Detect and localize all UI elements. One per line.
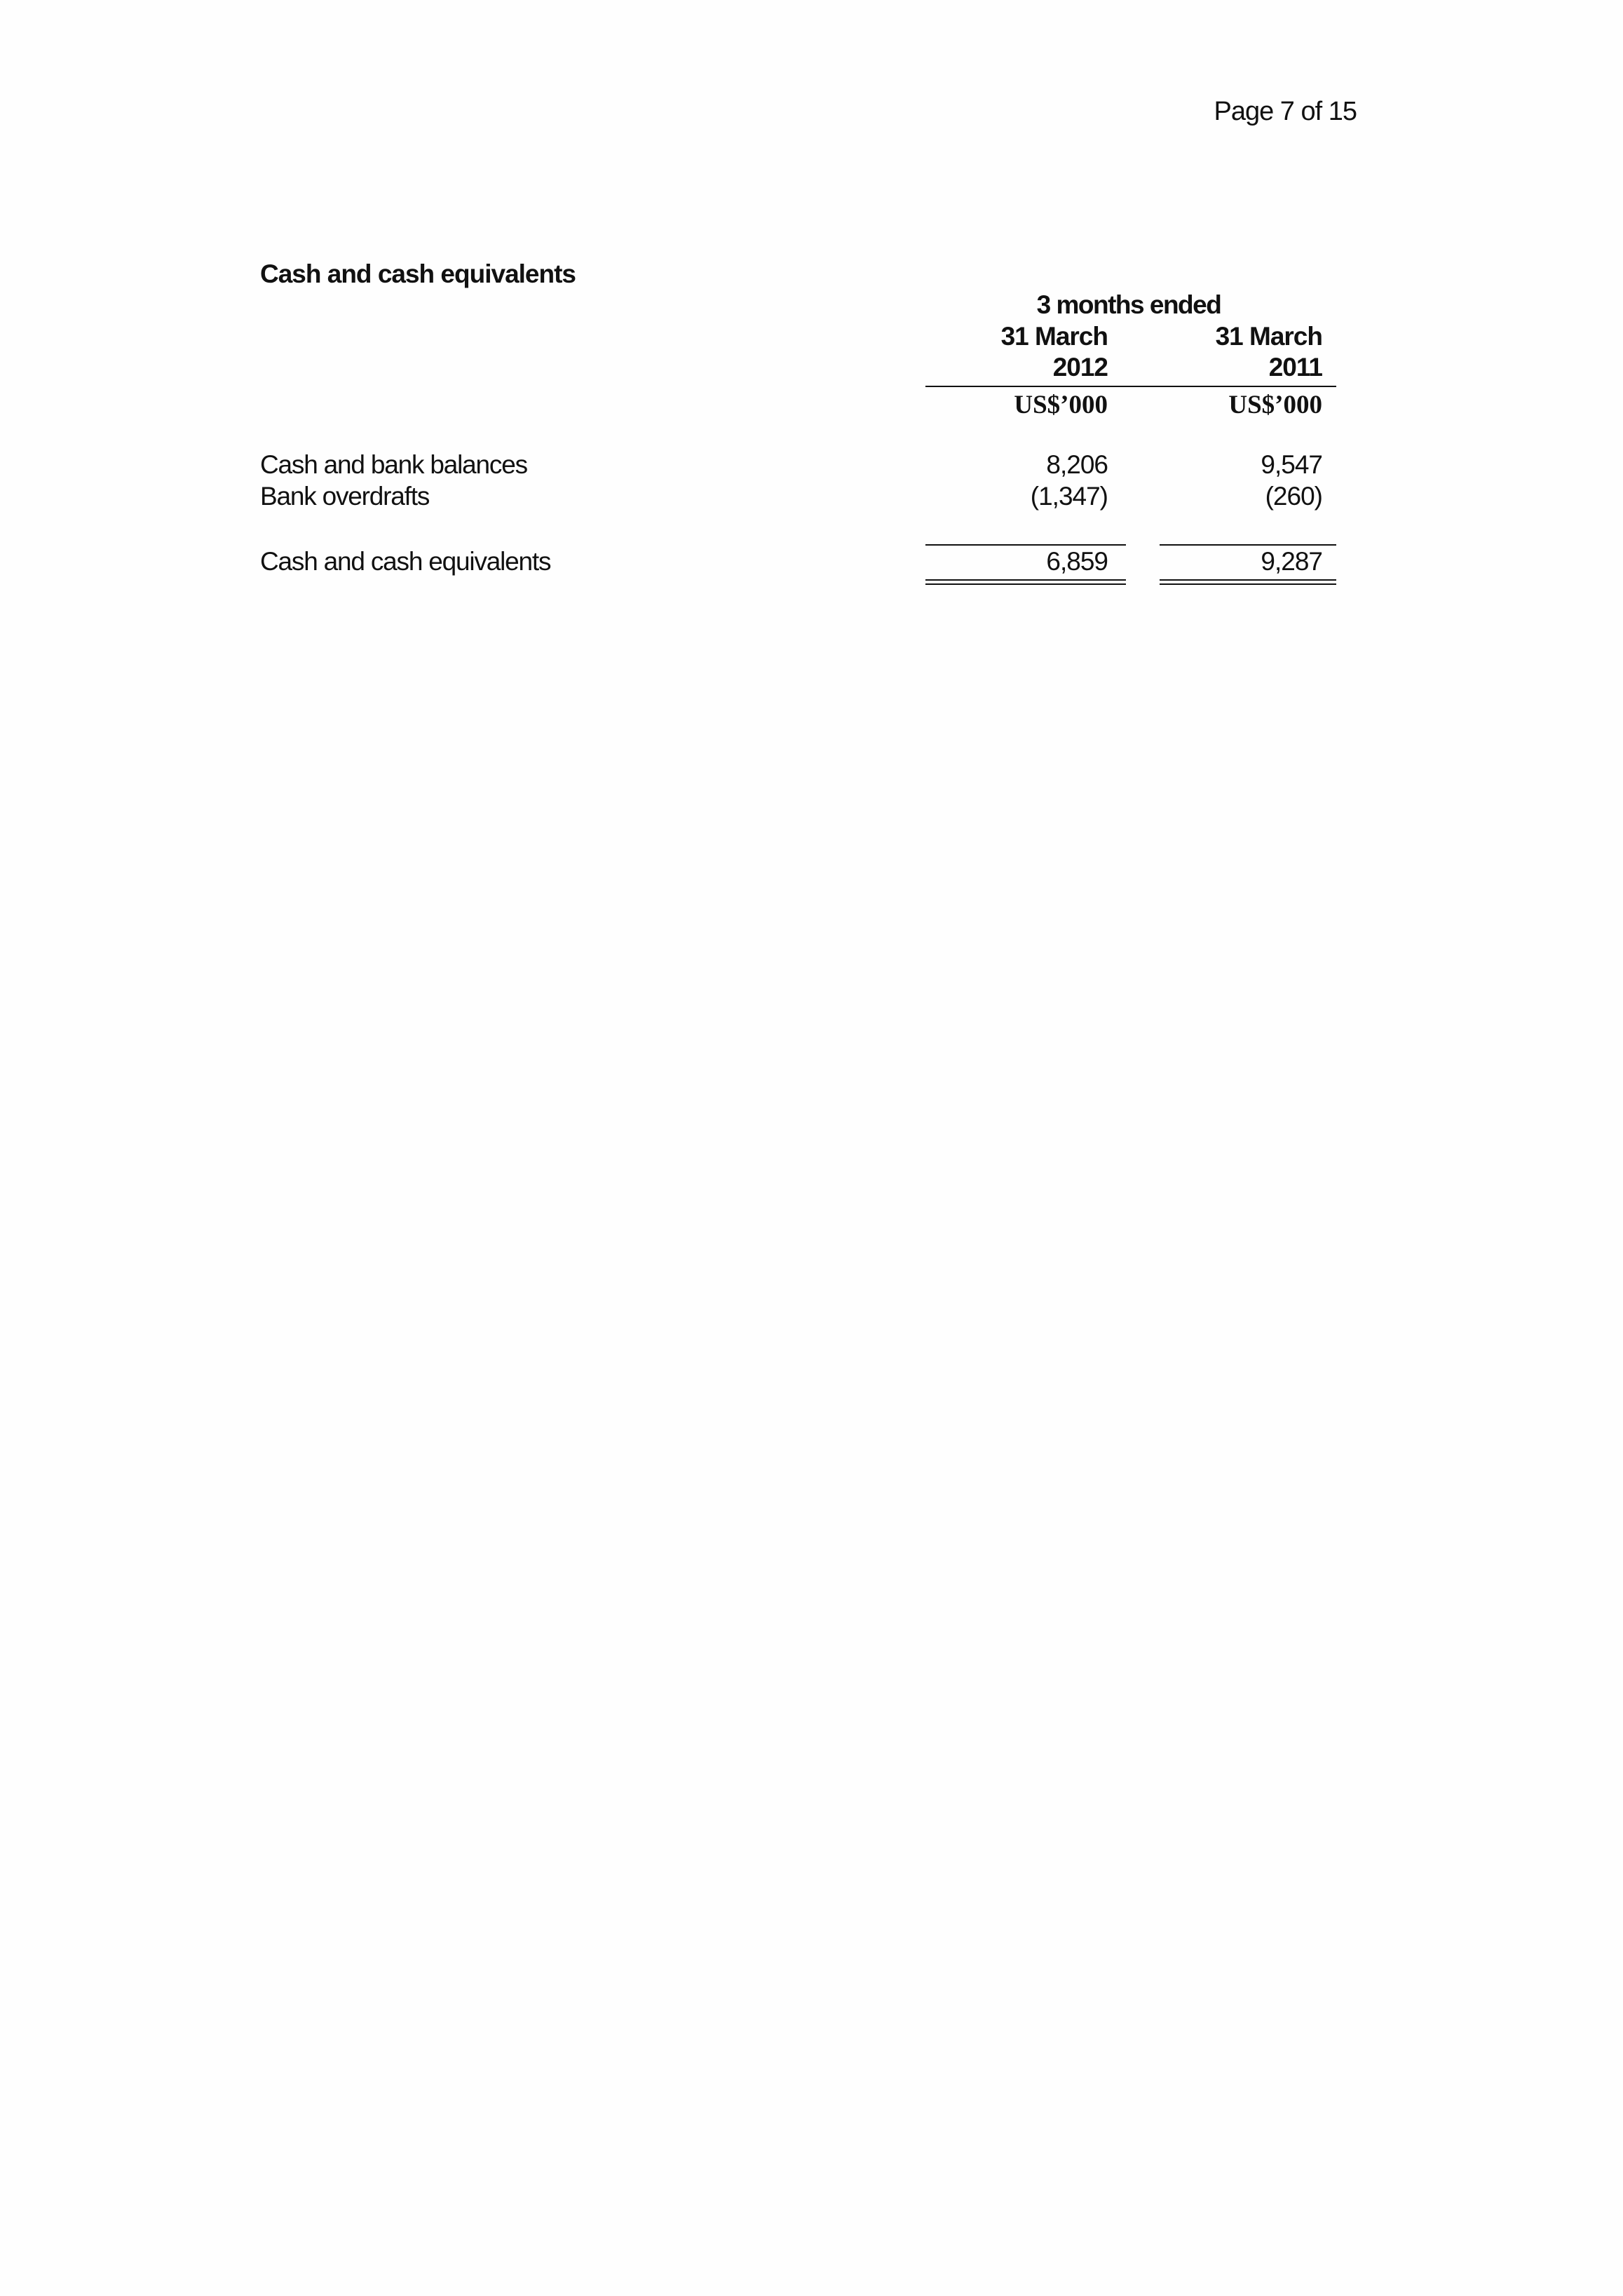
row-value-2012: 8,206 <box>1046 450 1108 479</box>
section-title: Cash and cash equivalents <box>260 259 576 288</box>
column-year: 2012 <box>1052 353 1108 381</box>
column-unit-2011: US$’000 <box>1228 391 1322 419</box>
subtotal-rule-2011 <box>1160 544 1336 546</box>
column-date: 31 March <box>1215 322 1322 351</box>
column-group-header: 3 months ended <box>1036 290 1221 319</box>
column-header-2011 <box>1126 321 1322 383</box>
row-label: Bank overdrafts <box>260 482 430 511</box>
total-label: Cash and cash equivalents <box>260 547 551 576</box>
row-value-2012: (1,347) <box>1030 482 1108 511</box>
total-double-rule-2011 <box>1160 579 1336 585</box>
page-number: Page 7 of 15 <box>1214 97 1357 126</box>
total-value-2011: 9,287 <box>1261 547 1322 576</box>
total-double-rule-2012 <box>925 579 1126 585</box>
column-unit-2012: US$’000 <box>1014 391 1108 419</box>
column-year: 2011 <box>1268 353 1322 381</box>
header-rule <box>925 386 1336 387</box>
column-header-2012 <box>911 321 1108 383</box>
row-value-2011: (260) <box>1265 482 1322 511</box>
total-value-2012: 6,859 <box>1046 547 1108 576</box>
subtotal-rule-2012 <box>925 544 1126 546</box>
row-label: Cash and bank balances <box>260 450 527 479</box>
row-value-2011: 9,547 <box>1261 450 1322 479</box>
column-date: 31 March <box>1000 322 1108 351</box>
